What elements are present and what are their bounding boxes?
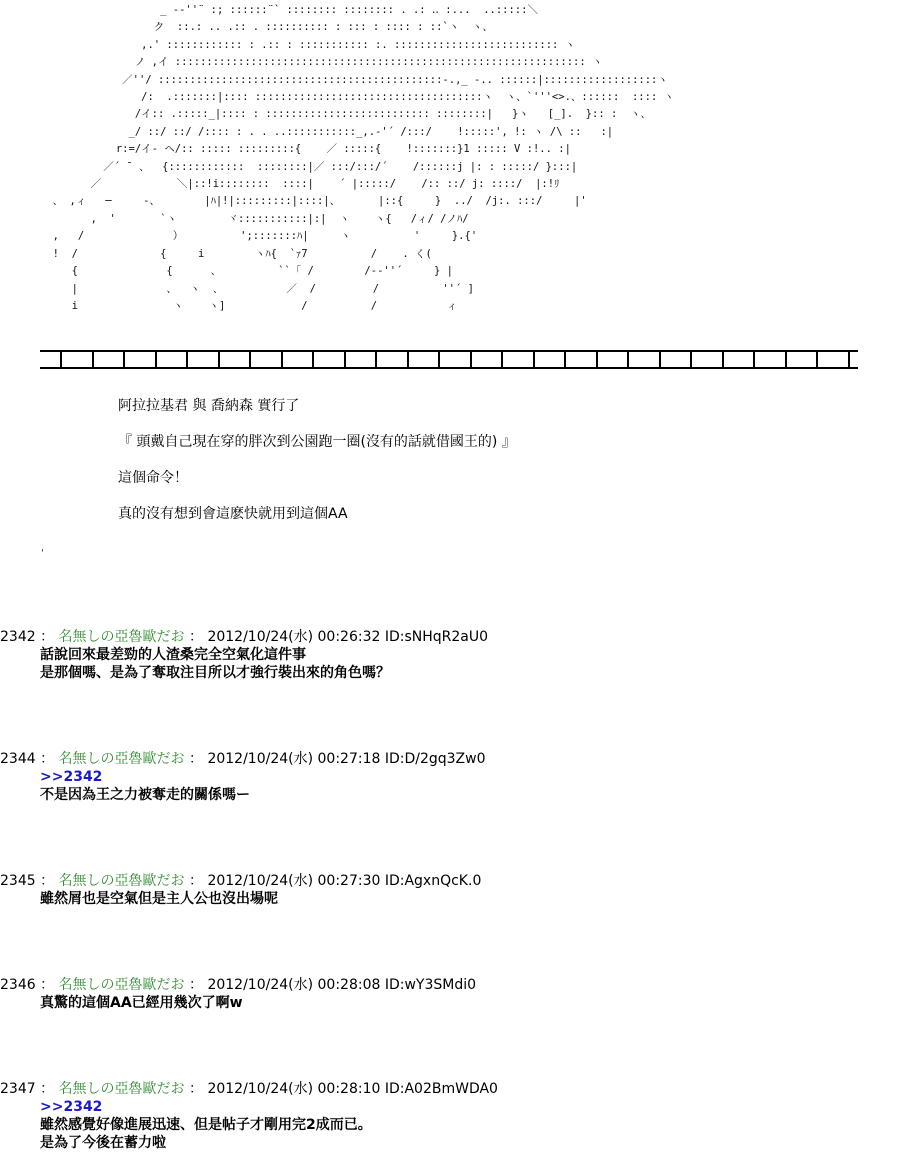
post-header [0,976,902,994]
narration-line: 真的沒有想到會這麽快就用到這個AA [118,506,348,522]
post-separator: ： [35,751,59,767]
reply-anchor-link[interactable]: >>2342 [40,769,103,785]
separator-tick [60,352,62,367]
separator-tick [596,352,598,367]
separator-tick [123,352,125,367]
separator-tick [407,352,409,367]
separator-tick [785,352,787,367]
post-number: 2342 [0,629,36,645]
post-separator: ： [35,1081,59,1097]
ascii-art-illustration [40,2,674,315]
separator-tick [533,352,535,367]
separator-tick [281,352,283,367]
ascii-art-line: 、 ,ィ ─ -、 |ﾊ|!|:::::::::|::::|、 |::{ } ../ /j:. :::/ |' [40,195,587,208]
separator-tick [438,352,440,367]
poster-name: 名無しの亞魯歐だお [58,1081,185,1097]
thread-post [0,976,902,1012]
poster-name: 名無しの亞魯歐だお [58,751,185,767]
post-number: 2346 [0,977,36,993]
separator-tick [564,352,566,367]
narration-line: 這個命令！ [118,470,188,486]
post-number: 2344 [0,751,36,767]
ascii-art-line: , ' `ヽ ヾ:::::::::::|:| ヽ ヽ{ /ィ/ /ノﾊ/ [40,212,469,225]
separator-tick [690,352,692,367]
narration-line: 『 頭戴自己現在穿的胖次到公園跑一圈(沒有的話就借國王的) 』 [118,434,516,450]
post-header [0,750,902,768]
post-number: 2345 [0,873,36,889]
separator-tick [186,352,188,367]
post-header [0,872,902,890]
separator-tick [659,352,661,367]
post-meta: 2012/10/24(水) 00:27:18 ID:D/2gq3Zw0 [207,751,486,767]
ascii-art-line: ／''/ :::::::::::::::::::::::::::::::::::::::::::::-.,_ -.. ::::::|::::::::::::::::::ヽ [40,73,668,86]
ascii-art-line: /イ:: .:::::_|:::: : :::::::::::::::::::::::::: ::::::::| }ヽ [_]. }:: : ヽ、 [40,108,651,121]
ascii-art-line: ! / { i ヽﾊ{ `ｧ7 / . く( [40,247,432,260]
separator-tick [753,352,755,367]
stray-mark: ' [41,548,44,559]
ascii-art-line: _/ ::/ ::/ /:::: : . . ..:::::::::::_,.-'´ /:::/ !:::::', !: ヽ /\ :: :| [40,125,614,138]
separator-tick [155,352,157,367]
post-line: 不是因為王之力被奪走的關係嗎ー [40,787,250,803]
separator-tick [722,352,724,367]
post-separator: ： [184,1081,208,1097]
post-meta: 2012/10/24(水) 00:28:10 ID:A02BmWDA0 [207,1081,498,1097]
ascii-art-line: { { 、 ``「 / /-‐''´ } | [40,265,453,278]
ascii-art-line: /: .:::::::|:::: ::::::::::::::::::::::::::::::::::::ヽ ヽ、`'''<>.、:::::: :::: ヽ [40,91,675,104]
post-separator: ： [35,873,59,889]
separator-tick [470,352,472,367]
post-number: 2347 [0,1081,36,1097]
post-body [40,768,902,804]
post-header [0,1080,902,1098]
ascii-art-line: i ヽ ヽ] / / ィ [40,299,458,312]
separator-tick [848,352,850,367]
reply-anchor-link[interactable]: >>2342 [40,1099,103,1115]
separator-tick [375,352,377,367]
post-line: 雖然屑也是空氣但是主人公也沒出場呢 [40,891,278,907]
poster-name: 名無しの亞魯歐だお [58,629,185,645]
separator-tick [249,352,251,367]
post-line: 真驚的這個AA已經用幾次了啊w [40,995,243,1011]
ascii-art-line: ノ ,イ ::::::::::::::::::::::::::::::::::::::::::::::::::::::::::::::::: ヽ [40,56,603,69]
post-line: 話說回來最差勁的人渣桑完全空氣化這件事 [40,647,306,663]
separator-tick [92,352,94,367]
separator-tick [627,352,629,367]
poster-name: 名無しの亞魯歐だお [58,977,185,993]
post-header [0,628,902,646]
ascii-art-line: ク ::.: .. .:: . :::::::::: : ::: : :::: : ::`ヽ ヽ、 [40,21,493,34]
post-line: 是為了今後在蓄力啦 [40,1135,166,1151]
post-line: 是那個嗎、是為了奪取注目所以才強行裝出來的角色嗎？ [40,665,390,681]
poster-name: 名無しの亞魯歐だお [58,873,185,889]
post-separator: ： [35,977,59,993]
ascii-art-line: ,.' :::::::::::: : .:: : ::::::::::: :. :::::::::::::::::::::::::: ヽ [40,38,576,51]
separator-tick [344,352,346,367]
post-separator: ： [35,629,59,645]
thread-post [0,1080,902,1152]
ascii-art-line: ／ ＼|::!i:::::::: ::::| ´ |:::::/ /:: ::/ j: ::::/ |:!ﾘ [40,178,560,191]
post-body [40,890,902,908]
ascii-art-line: , / ） ';:::::::ﾊ| ヽ ' }.{' [40,230,478,243]
post-meta: 2012/10/24(水) 00:26:32 ID:sNHqR2aU0 [207,629,489,645]
ascii-art-line: | 、 ヽ 、 ／ / / ''´ ] [40,282,474,295]
narration-line: 阿拉拉基君 與 喬納森 實行了 [118,398,300,414]
ascii-art-line: _ -‐''¨ :; ::::::¨` :::::::: :::::::: . .: ‥ :... ..:::::＼ [40,4,538,16]
post-meta: 2012/10/24(水) 00:27:30 ID:AgxnQcK.0 [207,873,482,889]
post-line: 雖然感覺好像進展迅速、但是帖子才剛用完2成而已。 [40,1117,372,1133]
post-separator: ： [184,873,208,889]
post-body [40,1098,902,1152]
post-body [40,994,902,1012]
film-strip-separator [40,350,858,369]
ascii-art-line: r:=/イ- ヘ/:: ::::: :::::::::{ ／ :::::{ !:::::::}1 ::::: V :!.. :| [40,143,571,156]
separator-tick [312,352,314,367]
post-body [40,646,902,682]
ascii-art-line: ／´ ¯ 、 {:::::::::::: ::::::::|／ :::/:::/´ /::::::j |: : :::::/ }:::| [40,160,578,173]
post-separator: ： [184,751,208,767]
thread-post [0,872,902,908]
post-separator: ： [184,629,208,645]
separator-tick [501,352,503,367]
thread-post [0,750,902,804]
separator-tick [218,352,220,367]
post-meta: 2012/10/24(水) 00:28:08 ID:wY3SMdi0 [207,977,477,993]
post-separator: ： [184,977,208,993]
thread-post [0,628,902,682]
separator-tick [816,352,818,367]
